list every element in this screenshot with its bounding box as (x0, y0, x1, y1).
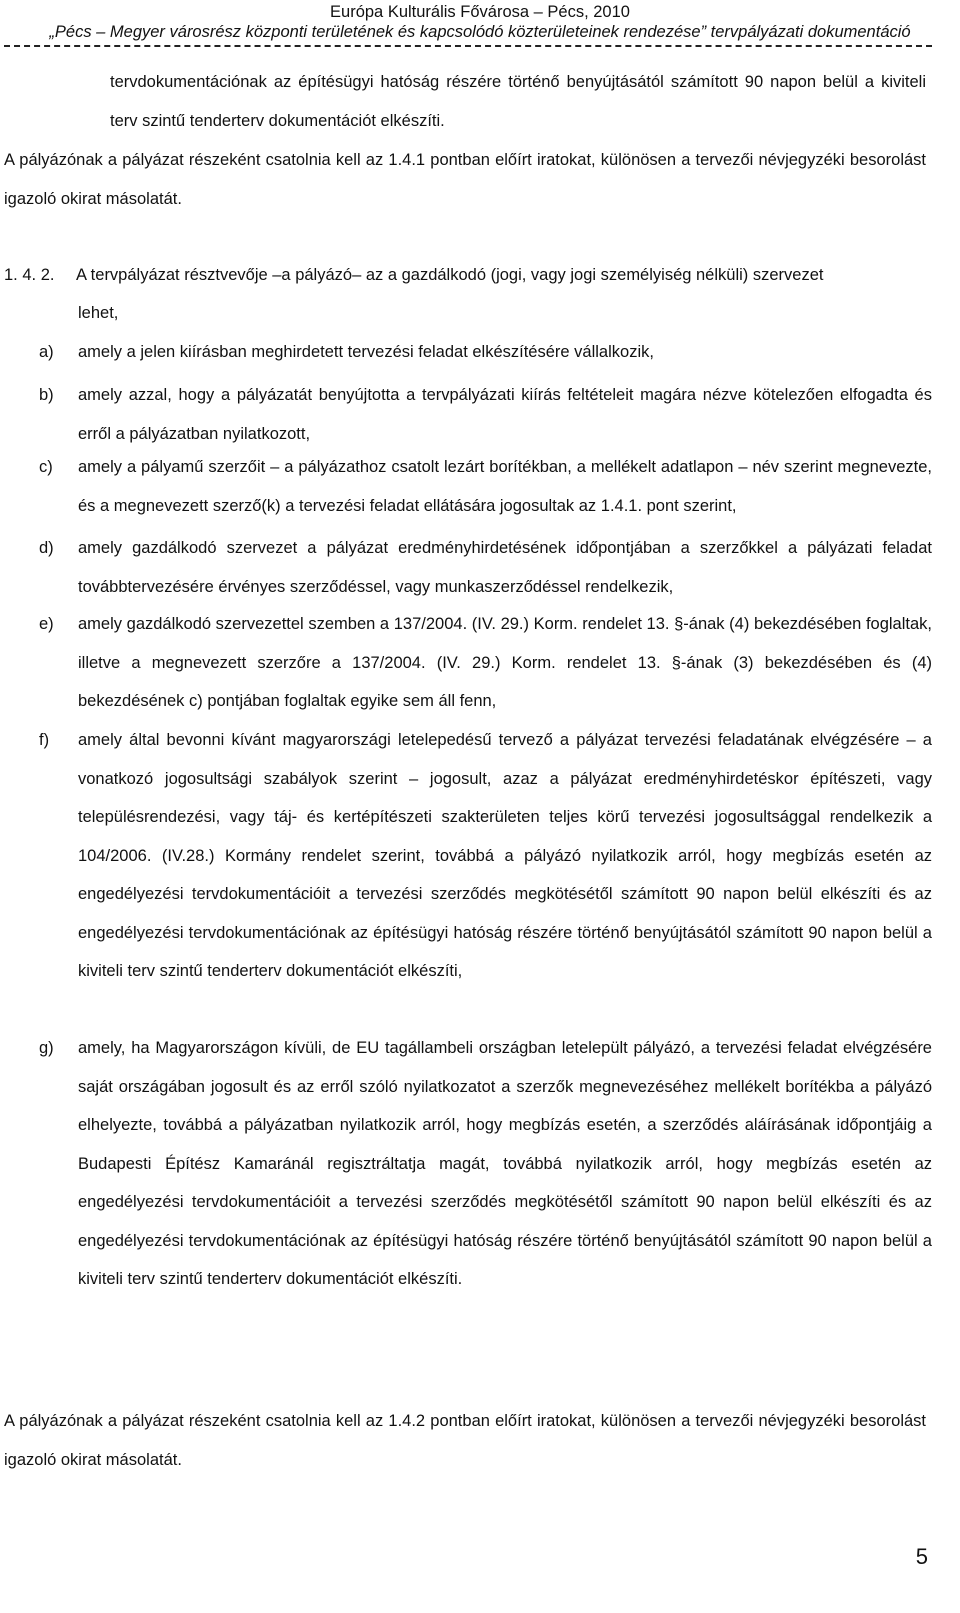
list-item-label: d) (39, 539, 54, 557)
header-subtitle: „Pécs – Megyer városrész központi területének és kapcsolódó közterületeinek rendezése” tervpályázati dokumentáció (49, 23, 911, 41)
list-item-text: amely gazdálkodó szervezettel szemben a 137/2004. (IV. 29.) Korm. rendelet 13. §-ának (4) bekezdésében foglaltak, illetve a megnevezett szerzőre a 137/2004. (IV. 29.) Korm. rendelet 13. §-ának (3) bekezdésében és (4) bekezdésének c) pontjában foglaltak egyike sem áll fenn, (78, 615, 932, 710)
list-item-e (4, 605, 932, 721)
list-item-label: f) (39, 731, 50, 749)
section-number: 1. 4. 2. (4, 266, 55, 284)
list-item-c (4, 448, 932, 525)
list-item-label: b) (39, 386, 54, 404)
list-item-text: amely által bevonni kívánt magyarországi letelepedésű tervező a pályázat tervezési feladatának elvégzésére – a vonatkozó jogosultsági szabályok szerint – jogosult, azaz a pályázat eredményhirdetéskor építészeti, vagy településrendezési, vagy táj- és kertépítészeti szakterületen teljes körű tervezési jogosultsággal rendelkezik a 104/2006. (IV.28.) Kormány rendelet szerint, továbbá a pályázó nyilatkozik arról, hogy megbízás esetén az engedélyezési tervdokumentációit a tervezési szerződés megkötésétől számított 90 napon belül elkészíti és az engedélyezési tervdokumentációnak az építésügyi hatóság részére történő benyújtásától számított 90 napon belül a kiviteli terv szintű tenderterv dokumentációt elkészíti, (78, 731, 932, 980)
list-item-label: e) (39, 615, 54, 633)
section-intro: A tervpályázat résztvevője –a pályázó– az a gazdálkodó (jogi, vagy jogi személyiség nélküli) szervezet (76, 266, 824, 284)
list-item-text: amely azzal, hogy a pályázatát benyújtotta a tervpályázati kiírás feltételeit magára nézve kötelezően elfogadta és erről a pályázatban nyilatkozott, (78, 386, 932, 443)
attachment-paragraph-1: A pályázónak a pályázat részeként csatolnia kell az 1.4.1 pontban előírt iratokat, különösen a tervezői névjegyzéki besorolást igazoló okirat másolatát. (4, 151, 926, 208)
list-item-text: amely, ha Magyarországon kívüli, de EU tagállambeli országban letelepült pályázó, a tervezési feladat elvégzésére saját országában jogosult és az erről szóló nyilatkozatot a szerzők megnevezéséhez mellékelt borítékba a pályázó elhelyezte, továbbá a pályázatban nyilatkozik arról, hogy megbízás esetén, a szerződés aláírásának időpontjáig a Budapesti Építész Kamaránál regisztráltatja magát, továbbá nyilatkozik arról, hogy megbízás esetén az engedélyezési tervdokumentációit a tervezési szerződés megkötésétől számított 90 napon belül elkészíti és az engedélyezési tervdokumentációnak az építésügyi hatóság részére történő benyújtásától számított 90 napon belül a kiviteli terv szintű tenderterv dokumentációt elkészíti. (78, 1039, 932, 1288)
list-item-g (4, 1029, 932, 1299)
list-item-a (4, 333, 932, 372)
header-divider (4, 45, 932, 47)
list-item-b (4, 376, 932, 453)
continuation-paragraph: tervdokumentációnak az építésügyi hatóság részére történő benyújtásától számított 90 napon belül a kiviteli terv szintű tenderterv dokumentációt elkészíti. (110, 73, 926, 130)
page-number: 5 (915, 1544, 928, 1569)
header-title: Európa Kulturális Fővárosa – Pécs, 2010 (330, 3, 630, 21)
list-item-text: amely gazdálkodó szervezet a pályázat eredményhirdetésének időpontjában a szerzőkkel a pályázati feladat továbbtervezésére érvényes szerződéssel, vagy munkaszerződéssel rendelkezik, (78, 539, 932, 596)
list-item-label: g) (39, 1039, 54, 1057)
list-item-f (4, 721, 932, 991)
list-item-label: c) (39, 458, 53, 476)
attachment-paragraph-2: A pályázónak a pályázat részeként csatolnia kell az 1.4.2 pontban előírt iratokat, különösen a tervezői névjegyzéki besorolást igazoló okirat másolatát. (4, 1412, 926, 1469)
list-item-text: amely a pályamű szerzőit – a pályázathoz csatolt lezárt borítékban, a mellékelt adatlapon – név szerint megnevezte, és a megnevezett szerző(k) a tervezési feladat ellátására jogosultak az 1.4.1. pont szerint, (78, 458, 932, 515)
list-item-text: amely a jelen kiírásban meghirdetett tervezési feladat elkészítésére vállalkozik, (78, 343, 654, 361)
section-intro-continuation: lehet, (78, 304, 119, 322)
list-item-label: a) (39, 343, 54, 361)
list-item-d (4, 529, 932, 606)
